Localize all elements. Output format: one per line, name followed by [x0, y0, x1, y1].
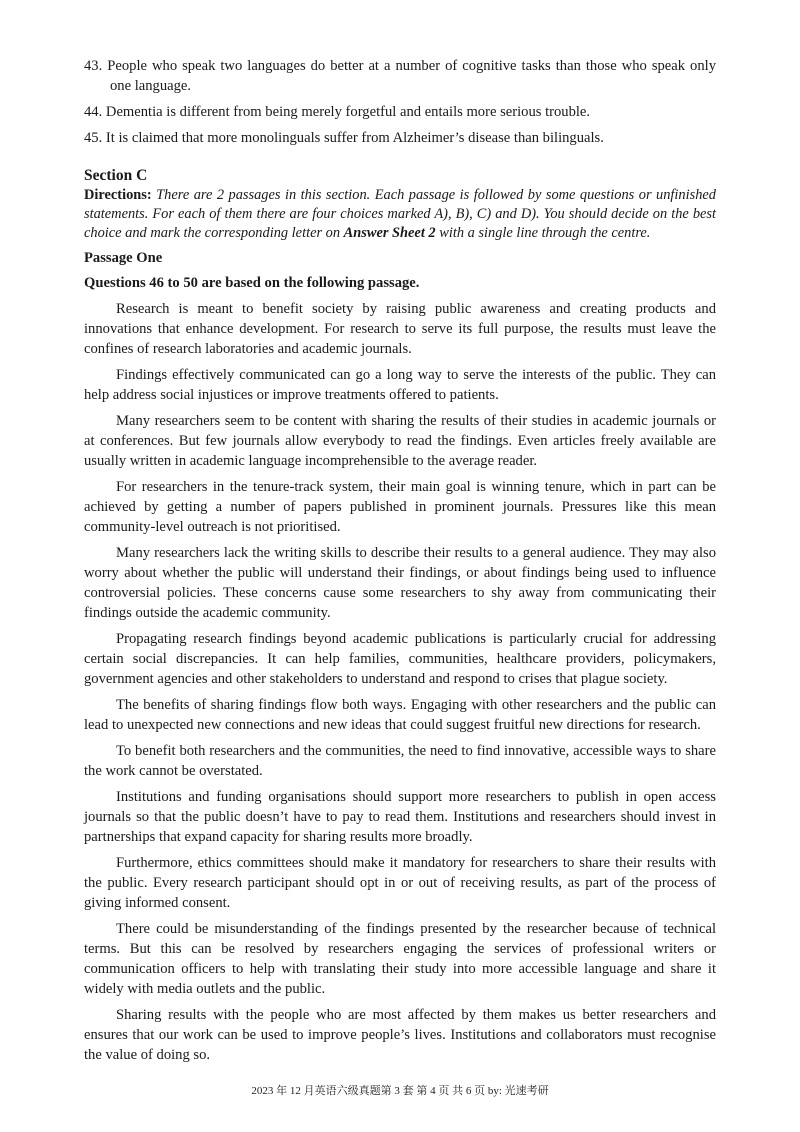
passage-paragraph: Research is meant to benefit society by raising public awareness and creating products and innovations that enhance development. For research to serve its full purpose, the results must leave the confines of research laboratories and academic journals.: [84, 301, 716, 357]
answer-sheet-emphasis: Answer Sheet 2: [343, 225, 436, 241]
statement-44: [84, 102, 716, 122]
passage-paragraph: There could be misunderstanding of the findings presented by the researcher because of technical terms. But this can be resolved by researchers engaging the services of professional writers or communication officers to help with translating their study into more accessible language and share it widely with media outlets and the public.: [84, 921, 716, 997]
directions: [84, 186, 716, 243]
passage-paragraph: The benefits of sharing findings flow both ways. Engaging with other researchers and the public can lead to unexpected new connections and new ideas that could suggest fruitful new directions for research.: [84, 697, 716, 733]
statement-number: 43.: [84, 58, 103, 74]
statement-number: 44.: [84, 104, 103, 120]
section-title: Section C: [84, 167, 148, 184]
directions-label: Directions:: [84, 187, 152, 203]
passage-paragraph: Propagating research findings beyond academic publications is particularly crucial for addressing certain social discrepancies. It can help families, communities, healthcare providers, policymakers, government agencies and other stakeholders to understand and respond to crises that plague society.: [84, 631, 716, 687]
passage-paragraph: Many researchers lack the writing skills to describe their results to a general audience. They may also worry about whether the public will understand their findings, or about findings being used to influence controversial policies. These concerns cause some researchers to shy away from communicating their findings outside the academic community.: [84, 545, 716, 621]
passage-paragraph: Findings effectively communicated can go a long way to serve the interests of the public. They can help address social injustices or improve treatments offered to patients.: [84, 367, 716, 403]
statement-text: Dementia is different from being merely forgetful and entails more serious trouble.: [105, 104, 591, 120]
directions-text: [84, 187, 716, 241]
passage-paragraph: Many researchers seem to be content with sharing the results of their studies in academic journals or at conferences. But few journals allow everybody to read the findings. Even articles freely available are usually written in academic language incomprehensible to the average reader.: [84, 413, 716, 469]
passage-paragraph: Furthermore, ethics committees should make it mandatory for researchers to share their results with the public. Every research participant should opt in or out of receiving results, as part of the process of giving informed consent.: [84, 855, 716, 911]
statement-43: [84, 56, 716, 96]
page-footer: 2023 年 12 月英语六级真题第 3 套 第 4 页 共 6 页 by: 光速考研: [251, 1085, 549, 1097]
passage-paragraph: To benefit both researchers and the communities, the need to find innovative, accessible ways to share the work cannot be overstated.: [84, 743, 716, 779]
passage-body: [84, 299, 716, 1065]
statement-text: It is claimed that more monolinguals suffer from Alzheimer’s disease than bilinguals.: [105, 130, 604, 146]
passage-paragraph: For researchers in the tenure-track system, their main goal is winning tenure, which in part can be achieved by getting a number of papers published in prominent journals. Pressures like this mean community-level outreach is not prioritised.: [84, 479, 716, 535]
statement-text: People who speak two languages do better at a number of cognitive tasks than those who speak only one language.: [107, 58, 716, 94]
statement-45: [84, 128, 716, 148]
statement-list: [84, 56, 716, 148]
statement-number: 45.: [84, 130, 103, 146]
passage-paragraph: Institutions and funding organisations should support more researchers to publish in open access journals so that the public doesn’t have to pay to read them. Institutions and researchers should invest in partnerships that expand capacity for sharing results more broadly.: [84, 789, 716, 845]
directions-text-after: with a single line through the centre.: [439, 225, 651, 241]
questions-line: Questions 46 to 50 are based on the following passage.: [84, 275, 420, 291]
passage-paragraph: Sharing results with the people who are most affected by them makes us better researchers and ensures that our work can be used to improve people’s lives. Institutions and collaborators must recognise the value of doing so.: [84, 1007, 716, 1063]
passage-title: Passage One: [84, 250, 163, 266]
exam-page: [84, 56, 716, 1071]
directions-text-before: There are 2 passages in this section. Each passage is followed by some questions or unfinished statements. For each of them there are four choices marked A), B), C) and D). You should decide on the best choice and mark the corresponding letter on: [84, 187, 716, 241]
